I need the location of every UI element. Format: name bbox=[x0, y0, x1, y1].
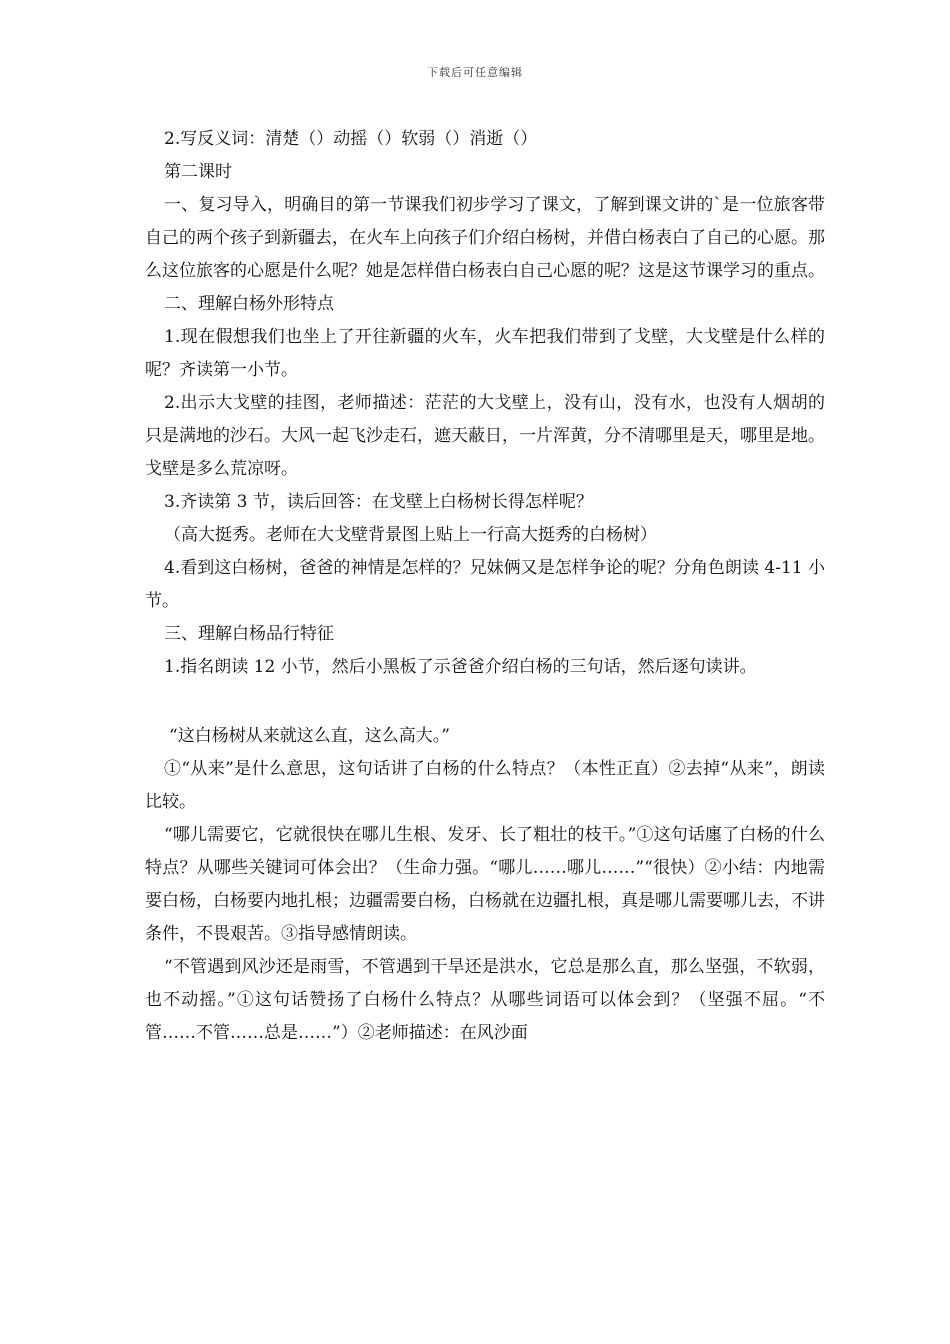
section-heading-character: 三、理解白杨品行特征 bbox=[164, 624, 334, 644]
page-header: 下载后可任意编辑 bbox=[427, 66, 523, 79]
paragraph-read-section-12: 1.指名朗读 12 小节，然后小黑板了示爸爸介绍白杨的三句话，然后逐句读讲。 bbox=[164, 657, 757, 677]
paragraph-spacer bbox=[145, 684, 825, 720]
paragraph-read-section-3: 3.齐读第 3 节，读后回答：在戈壁上白杨树长得怎样呢？ bbox=[164, 492, 593, 512]
paragraph-tall-straight: （高大挺秀。老师在大戈壁背景图上贴上一行高大挺秀的白杨树） bbox=[164, 525, 657, 545]
paragraph-train-gobi: 1.现在假想我们也坐上了开往新疆的火车，火车把我们带到了戈壁，大戈壁是什么样的呢？齐读第一小节。 bbox=[145, 327, 825, 380]
paragraph-gobi-description: 2.出示大戈壁的挂图，老师描述：茫茫的大戈壁上，没有山，没有水，也没有人烟胡的只是满地的沙石。大风一起飞沙走石，遮天蔽日，一片浑黄，分不清哪里是天，哪里是地。戈壁是多么荒凉呀。 bbox=[145, 393, 825, 479]
paragraph-wind-sand: “不管遇到风沙还是雨雪，不管遇到干旱还是洪水，它总是那么直，那么坚强，不软弱，也不动摇。”①这句话赞扬了白杨什么特点？从哪些词语可以体会到？（坚强不屈。“不管……不管……总是……”）②老师描述：在风沙面 bbox=[145, 957, 825, 1043]
quote-always-straight: “这白杨树从来就这么直，这么高大。” bbox=[169, 726, 450, 746]
paragraph-wherever-needed: “哪儿需要它，它就很快在哪儿生根、发牙、长了粗壮的枝干。”①这句话廛了白杨的什么特点？从哪些关键词可体会出？（生命力强。“哪儿……哪儿……”“很快）②小结：内地需要白杨，白杨要内地扎根；边疆需要白杨，白杨就在边疆扎根，真是哪儿需要哪儿去，不讲条件，不畏艰苦。③指导感情朗读。 bbox=[145, 825, 825, 944]
paragraph-review-intro: 一、复习导入，明确目的第一节课我们初步学习了课文，了解到课文讲的`是一位旅客带自己的两个孩子到新疆去，在火车上向孩子们介绍白杨树，并借白杨表白了自己的心愿。那么这位旅客的心愿是什么呢？她是怎样借白杨表白自己心愿的呢？这是这节课学习的重点。 bbox=[145, 195, 825, 281]
paragraph-role-reading: 4.看到这白杨树，爸爸的神情是怎样的？兄妹俩又是怎样争论的呢？分角色朗读 4-11 小节。 bbox=[145, 558, 825, 611]
paragraph-antonyms: 2.写反义词：清楚（）动摇（）软弱（）消逝（） bbox=[164, 129, 538, 149]
document-body bbox=[145, 123, 825, 1050]
paragraph-from-always: ①“从来”是什么意思，这句话讲了白杨的什么特点？（本性正直）②去掉“从来”，朗读比较。 bbox=[145, 759, 825, 812]
paragraph-second-lesson: 第二课时 bbox=[164, 162, 232, 182]
section-heading-appearance: 二、理解白杨外形特点 bbox=[164, 294, 334, 314]
